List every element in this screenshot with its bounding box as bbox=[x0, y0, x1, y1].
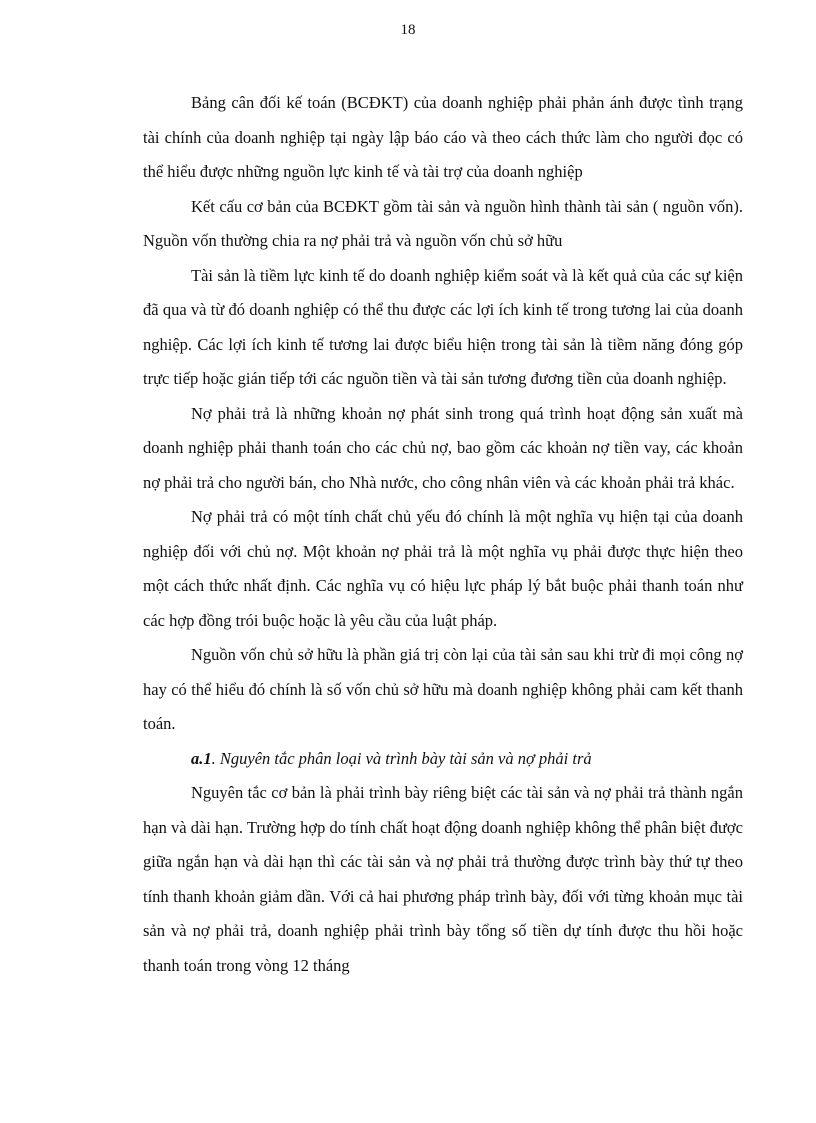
section-heading bbox=[143, 742, 743, 777]
paragraph-bcdkt-structure: Kết cấu cơ bản của BCĐKT gồm tài sản và nguồn hình thành tài sản ( nguồn vốn). Nguồn vốn thường chia ra nợ phải trả và nguồn vốn chủ sở hữu bbox=[143, 196, 743, 250]
paragraph-equity: Nguồn vốn chủ sở hữu là phần giá trị còn lại của tài sản sau khi trừ đi mọi công nợ hay có thể hiểu đó chính là số vốn chủ sở hữu mà doanh nghiệp không phải cam kết thanh toán. bbox=[143, 645, 743, 733]
section-title: . Nguyên tắc phân loại và trình bày tài sản và nợ phải trả bbox=[211, 748, 592, 768]
paragraph-bcdkt-definition: Bảng cân đối kế toán (BCĐKT) của doanh nghiệp phải phản ánh được tình trạng tài chính của doanh nghiệp tại ngày lập báo cáo và theo cách thức làm cho người đọc có thể hiểu được những nguồn lực kinh tế và tài trợ của doanh nghiệp bbox=[143, 93, 743, 181]
document-body bbox=[143, 86, 743, 983]
paragraph-assets: Tài sản là tiềm lực kinh tế do doanh nghiệp kiểm soát và là kết quả của các sự kiện đã qua và từ đó doanh nghiệp có thể thu được các lợi ích kinh tế trong tương lai của doanh nghiệp. Các lợi ích kinh tế tương lai được biểu hiện trong tài sản là tiềm năng đóng góp trực tiếp hoặc gián tiếp tới các nguồn tiền và tài sản tương đương tiền của doanh nghiệp. bbox=[143, 265, 743, 388]
page-number: 18 bbox=[400, 22, 416, 38]
paragraph-liabilities-nature: Nợ phải trả có một tính chất chủ yếu đó chính là một nghĩa vụ hiện tại của doanh nghiệp đối với chủ nợ. Một khoản nợ phải trả là một nghĩa vụ phải được thực hiện theo một cách thức nhất định. Các nghĩa vụ có hiệu lực pháp lý bắt buộc phải thanh toán như các hợp đồng trói buộc hoặc là yêu cầu của luật pháp. bbox=[143, 507, 743, 630]
section-number: a.1 bbox=[191, 748, 212, 768]
paragraph-classification-principle: Nguyên tắc cơ bản là phải trình bày riêng biệt các tài sản và nợ phải trả thành ngắn hạn và dài hạn. Trường hợp do tính chất hoạt động doanh nghiệp không thể phân biệt được giữa ngắn hạn và dài hạn thì các tài sản và nợ phải trả thường được trình bày thứ tự theo tính thanh khoản giảm dần. Với cả hai phương pháp trình bày, đối với từng khoản mục tài sản và nợ phải trả, doanh nghiệp phải trình bày tổng số tiền dự tính được thu hồi hoặc thanh toán trong vòng 12 tháng bbox=[143, 783, 743, 975]
paragraph-liabilities: Nợ phải trả là những khoản nợ phát sinh trong quá trình hoạt động sản xuất mà doanh nghiệp phải thanh toán cho các chủ nợ, bao gồm các khoản nợ tiền vay, các khoản nợ phải trả cho người bán, cho Nhà nước, cho công nhân viên và các khoản phải trả khác. bbox=[143, 403, 743, 492]
